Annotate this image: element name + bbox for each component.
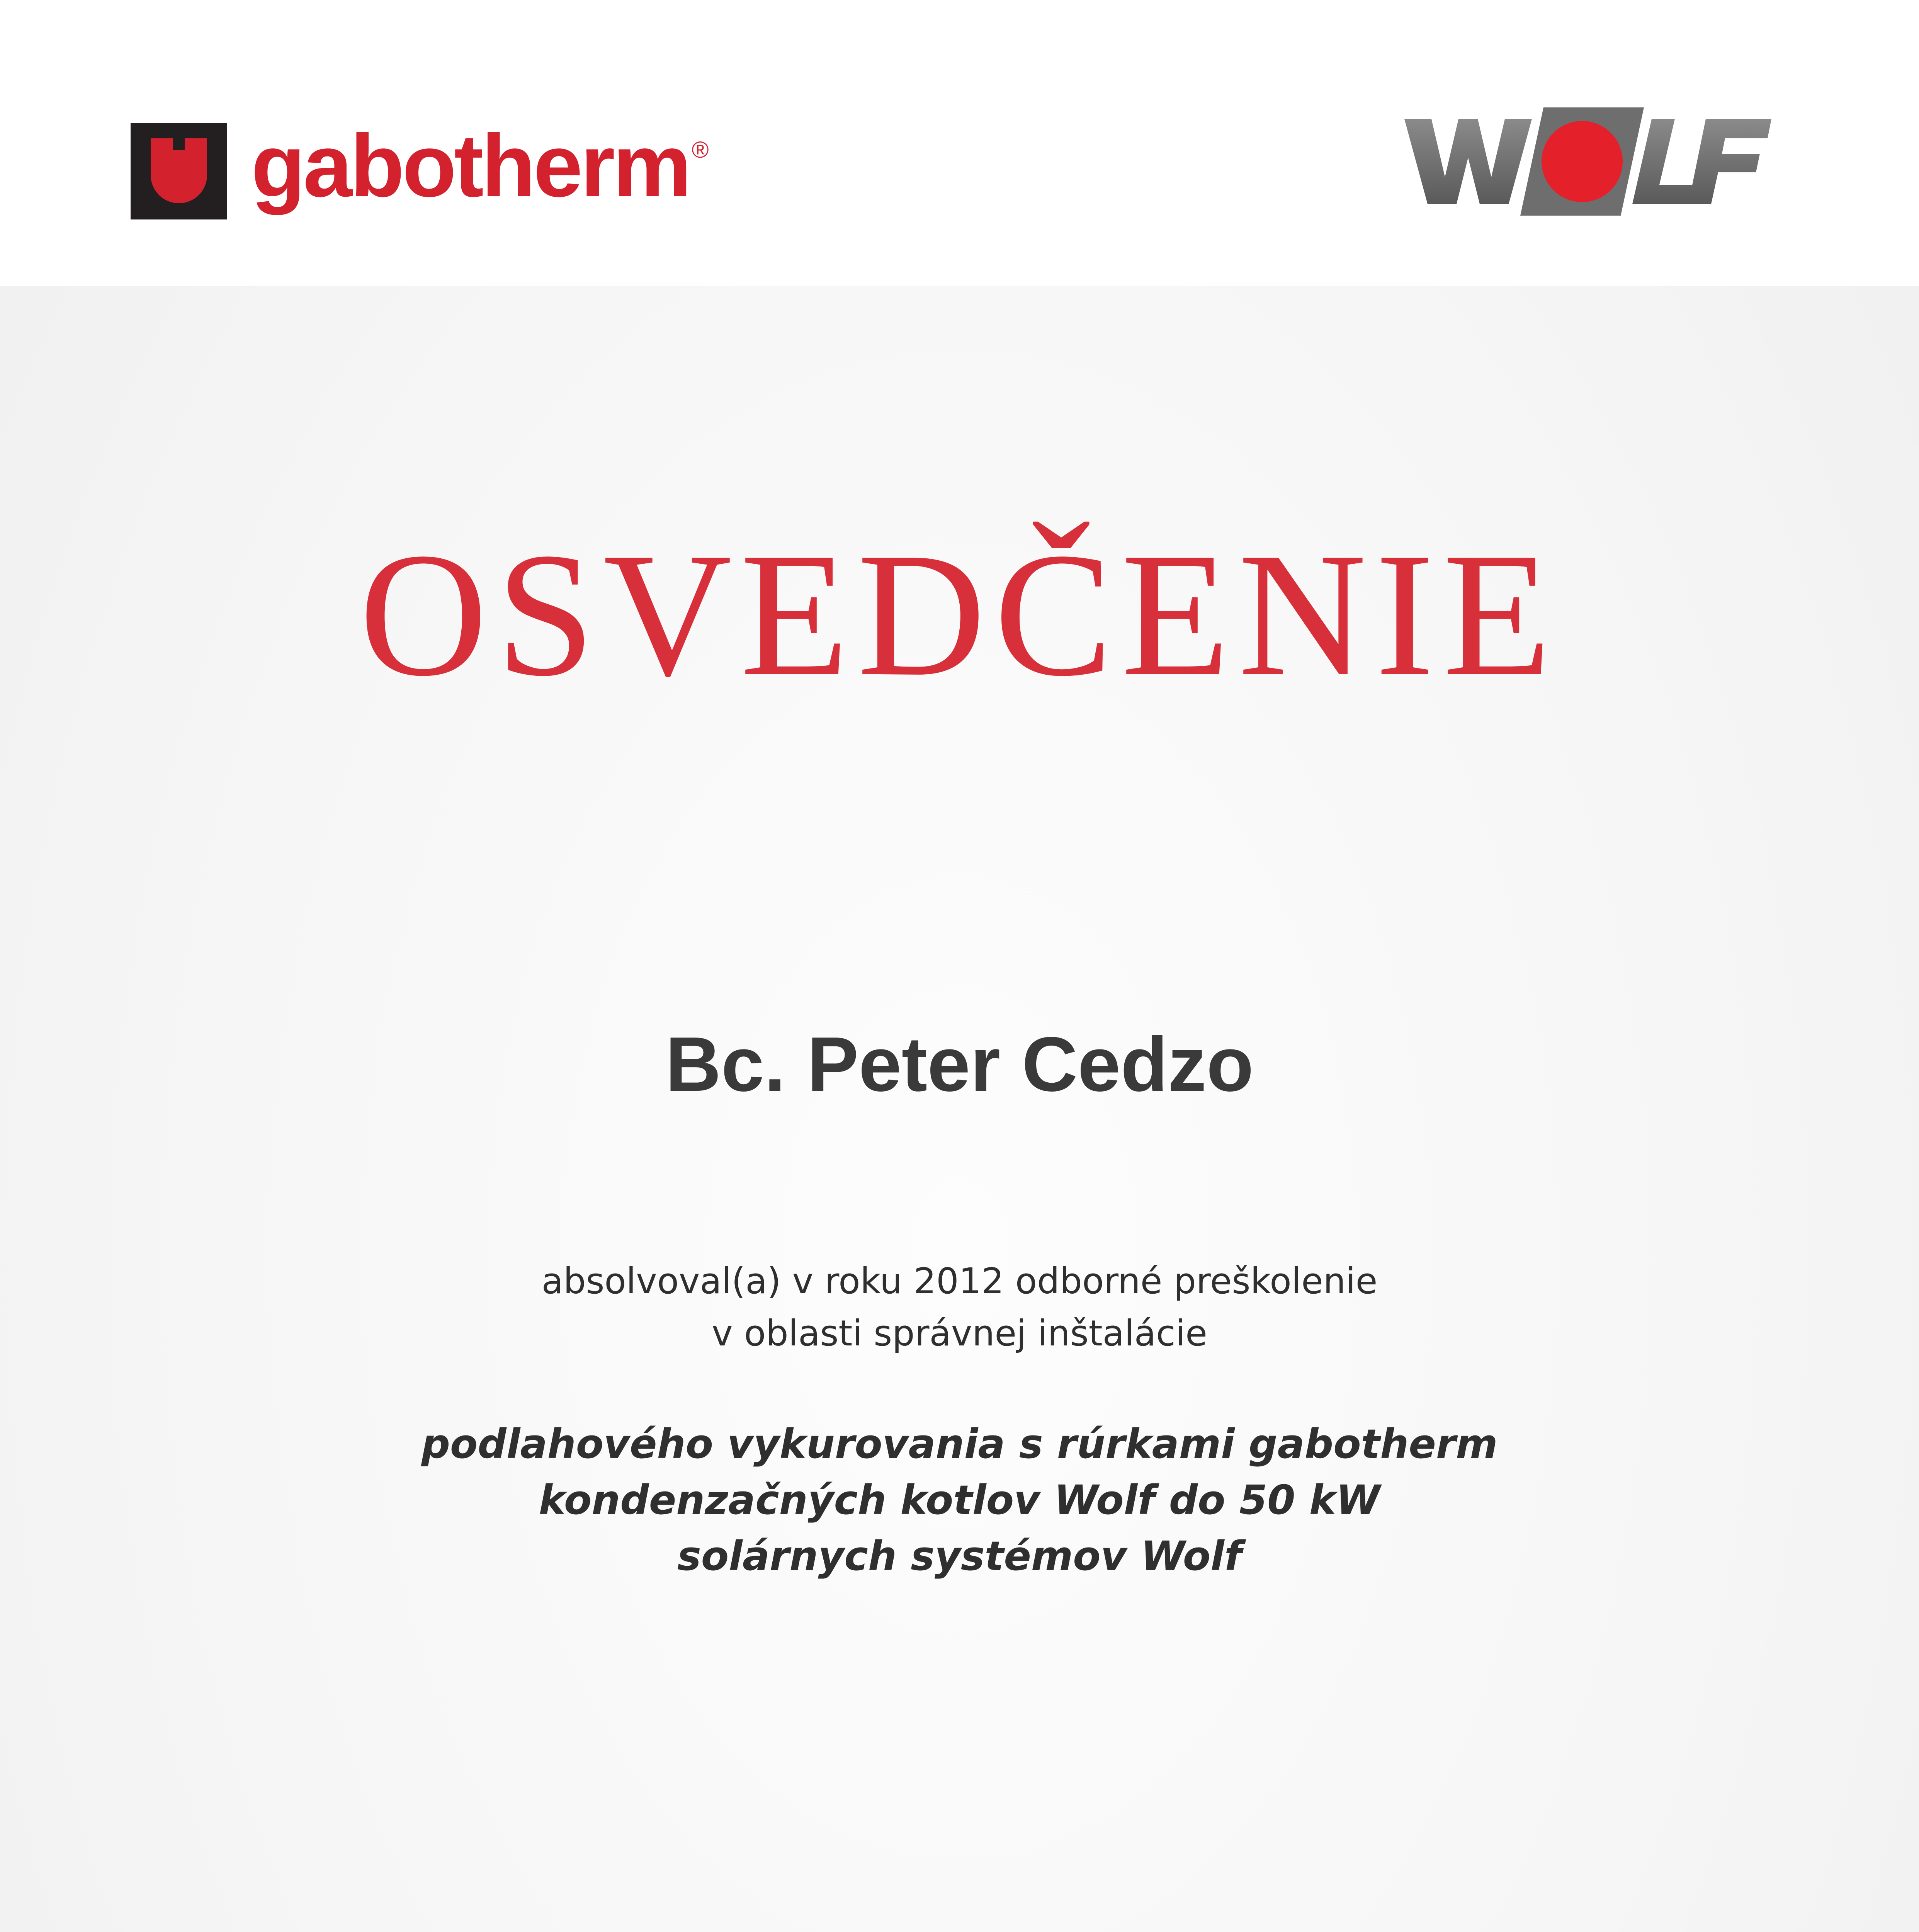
gabotherm-logo-text: gabotherm ® [251,116,707,215]
gabotherm-logo-icon [131,123,227,219]
course-item: kondenzačných kotlov Wolf do 50 kW [539,1476,1380,1524]
training-area-statement: v oblasti správnej inštalácie [712,1313,1207,1354]
gabotherm-logo [131,116,707,219]
certificate-title: OSVEDČENIE [359,516,1560,713]
wolf-logo-icon [1404,104,1771,219]
course-item: podlahového vykurovania s rúrkami gabotherm [421,1420,1498,1468]
recipient-name: Bc. Peter Cedzo [665,1021,1254,1107]
completion-statement: absolvoval(a) v roku 2012 odborné preškolenie [541,1260,1378,1302]
registered-mark: ® [692,137,707,163]
course-item: solárnych systémov Wolf [677,1532,1242,1580]
wolf-logo [1404,104,1771,219]
